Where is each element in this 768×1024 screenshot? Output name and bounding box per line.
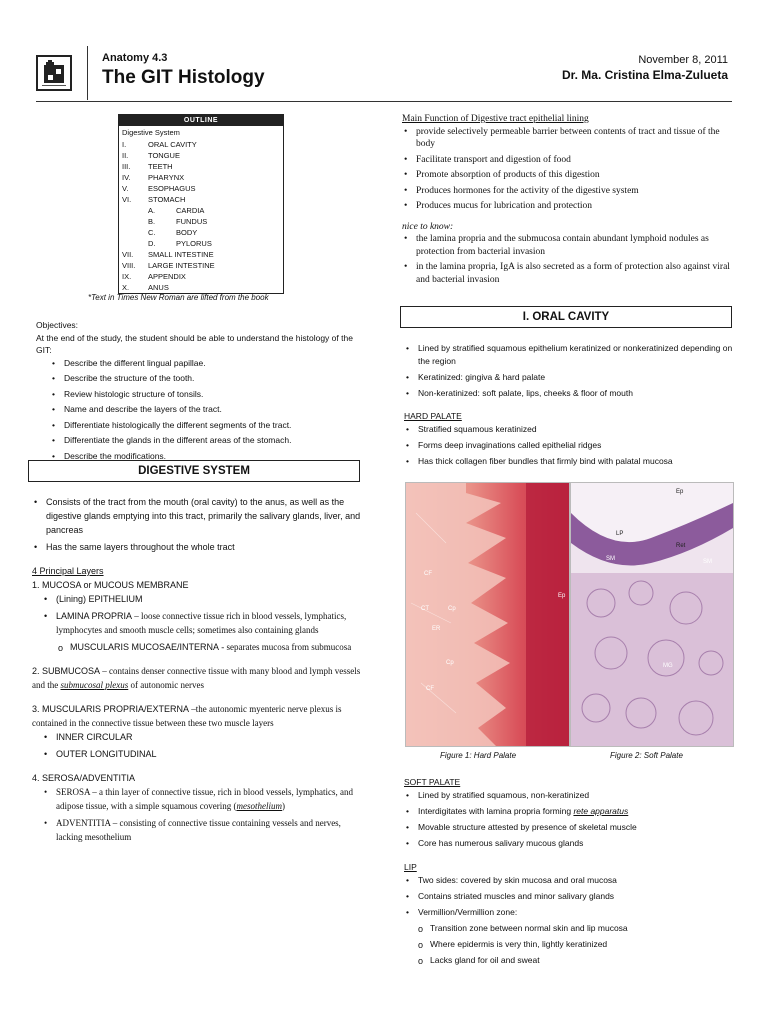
list-item: • Contains striated muscles and minor salivary glands [404,890,736,903]
outline-heading: OUTLINE [119,115,283,126]
digestive-bullets [32,495,368,554]
outline-item [119,194,283,205]
header-rule [36,101,732,102]
list-item [56,640,368,654]
outline-item [119,205,283,216]
outline-item [119,271,283,282]
outline-item [119,216,283,227]
list-item: • INNER CIRCULAR [42,730,368,744]
outline-item-label: STOMACH [148,195,186,204]
fig1-label: CF [426,686,434,692]
outline-item-label: TEETH [148,162,173,171]
outline-item-label: TONGUE [148,151,180,160]
outline-item-label: ORAL CAVITY [148,140,197,149]
fig1-label: Cp [446,660,454,666]
outline-item-number: VII. [122,250,134,259]
page-title: The GIT Histology [102,67,265,88]
soft-palate-lip-section [404,776,736,970]
objective-item: • Describe the different lingual papillae. [50,357,366,370]
function-item: • Produces mucus for lubrication and protection [402,200,732,213]
function-item: • Produces hormones for the activity of the digestive system [402,185,732,198]
logo-emblem-icon [38,57,70,89]
lip-bullets [404,874,736,919]
outline-list [119,139,283,293]
outline-item-number: A. [148,206,156,215]
objective-item: • Differentiate histologically the different segments of the tract. [50,419,366,432]
list-item: • Core has numerous salivary mucous glands [404,837,736,850]
objectives-list [36,357,366,463]
lip-heading: LIP [404,862,417,872]
outline-item [119,282,283,293]
outline-item-number: V. [122,184,129,193]
oral-cavity-body [404,342,736,471]
list-item [42,609,368,637]
muscularis-mucosae-label: MUSCULARIS MUCOSAE/INTERNA [70,642,220,652]
layer-3 [32,702,368,730]
list-item: • ADVENTITIA – consisting of connective tissue containing vessels and nerves, lacking mesothelium [42,816,368,844]
outline-item-number: II. [122,151,129,160]
fig2-label: LP [616,531,624,537]
outline-item-label: FUNDUS [176,217,208,226]
fig2-label: SM [606,556,615,562]
serosa-text: SEROSA – a thin layer of connective tissue, rich in blood vessels, lymphatics, and adipose tissue, with a simple squamous covering ( [56,787,353,811]
function-item: • Facilitate transport and digestion of food [402,154,732,167]
outline-item [119,227,283,238]
outline-item-label: APPENDIX [148,272,186,281]
vermillion-sub-bullets [404,922,736,967]
outline-box [118,114,284,294]
layers-heading: 4 Principal Layers [32,566,104,576]
outline-intro: Digestive System [122,128,180,137]
soft-palate-micrograph [571,483,733,746]
nice-to-know-heading: nice to know: [402,221,454,232]
outline-item-number: III. [122,162,131,171]
fig2-label: Ret [676,543,686,549]
rete-apparatus-term: rete apparatus [573,806,629,816]
functions-list [402,126,732,213]
outline-item [119,260,283,271]
objective-item: • Describe the structure of the tooth. [50,372,366,385]
layer-2 [32,664,368,692]
outline-item-label: CARDIA [176,206,205,215]
digestive-body [32,495,368,847]
institution-logo [36,55,72,91]
fig1-label: Ep [558,593,566,599]
fig1-label: Cp [448,606,456,612]
list-item [404,805,736,818]
nice-to-know-item: • the lamina propria and the submucosa contain abundant lymphoid nodules as protection from bacterial invasion [402,233,732,258]
list-item: • Has thick collagen fiber bundles that firmly bind with palatal mucosa [404,455,736,468]
lamina-propria-text: – loose connective tissue rich in blood vessels, lymphatics, lymphocytes and smooth muscle cells; sometimes also containing glands [56,611,347,635]
outline-item-label: PHARYNX [148,173,185,182]
list-item: • Stratified squamous keratinized [404,423,736,436]
objectives-section [36,319,366,465]
outline-item-label: PYLORUS [176,239,212,248]
outline-item-label: ESOPHAGUS [148,184,196,193]
rete-text: Interdigitates with lamina propria forming [418,806,574,816]
figure-1-caption: Figure 1: Hard Palate [440,751,517,760]
submucosal-plexus-term: submucosal plexus [60,680,129,690]
digestive-system-heading: DIGESTIVE SYSTEM [28,460,360,482]
outline-item-number: B. [148,217,156,226]
muscularis-mucosae-text: - separates mucosa from submucosa [219,642,352,652]
outline-item [119,150,283,161]
list-item: • Consists of the tract from the mouth (oral cavity) to the anus, as well as the digestive glands emptying into this tract, primarily the salivary glands, liver, and pancreas [32,495,368,537]
outline-item-number: I. [122,140,127,149]
serosa-text-end: ) [281,801,285,811]
mesothelium-term: mesothelium [236,801,282,811]
submucosa-label: 2. SUBMUCOSA [32,666,101,676]
list-item: o Lacks gland for oil and sweat [416,954,736,967]
submucosa-text-end: of autonomic nerves [128,680,204,690]
list-item: • Vermillion/Vermillion zone: [404,906,736,919]
list-item: • Has the same layers throughout the whole tract [32,540,368,554]
objectives-heading: Objectives: [36,320,79,330]
outline-item-label: ANUS [148,283,169,292]
figure-soft-palate [570,482,734,747]
outline-item-label: SMALL INTESTINE [148,250,214,259]
function-item: • Promote absorption of products of this digestion [402,169,732,182]
course-code: Anatomy 4.3 [102,52,168,64]
list-item: • (Lining) EPITHELIUM [42,592,368,606]
soft-palate-heading: SOFT PALATE [404,777,461,787]
lamina-propria-label: LAMINA PROPRIA [56,611,133,621]
figure-2-caption: Figure 2: Soft Palate [610,751,683,760]
outline-item-number: IX. [122,272,132,281]
muscularis-propria-text: –the autonomic myenteric nerve plexus is contained in the connective tissue between these two muscle layers [32,704,342,728]
header-divider [87,46,88,100]
source-note: *Text in Times New Roman are lifted from the book [88,293,269,302]
outline-item [119,249,283,260]
outline-item [119,172,283,183]
list-item: • Lined by stratified squamous, non-keratinized [404,789,736,802]
fig1-label: CT [421,606,429,612]
functions-section [402,113,732,289]
fig2-label: Ep [676,489,684,495]
fig2-label: SM [703,559,712,565]
hard-palate-heading: HARD PALATE [404,411,462,421]
objective-item: • Review histologic structure of tonsils. [50,388,366,401]
outline-item-number: IV. [122,173,131,182]
outline-item-number: VIII. [122,261,136,270]
lecture-date: November 8, 2011 [638,54,728,66]
outline-item [119,183,283,194]
objective-item: • Differentiate the glands in the different areas of the stomach. [50,434,366,447]
outline-item-number: VI. [122,195,132,204]
muscularis-propria-label: 3. MUSCULARIS PROPRIA/EXTERNA [32,704,190,714]
list-item: • Non-keratinized: soft palate, lips, cheeks & floor of mouth [404,387,736,400]
outline-item-number: C. [148,228,156,237]
hard-palate-bullets [404,423,736,468]
nice-to-know-list [402,233,732,286]
fig1-label: ER [432,626,441,632]
hard-palate-micrograph [406,483,569,746]
list-item: • Movable structure attested by presence of skeletal muscle [404,821,736,834]
list-item: • OUTER LONGITUDINAL [42,747,368,761]
list-item: • Lined by stratified squamous epithelium keratinized or nonkeratinized depending on the region [404,342,736,368]
oral-cavity-bullets [404,342,736,400]
outline-item-label: BODY [176,228,198,237]
list-item: • Forms deep invaginations called epithelial ridges [404,439,736,452]
lecturer-name: Dr. Ma. Cristina Elma-Zulueta [561,68,728,82]
list-item: • Two sides: covered by skin mucosa and oral mucosa [404,874,736,887]
outline-item [119,139,283,150]
list-item [42,785,368,813]
function-item: • provide selectively permeable barrier between contents of tract and tissue of the body [402,126,732,151]
outline-item [119,161,283,172]
fig1-label: CF [424,571,432,577]
nice-to-know-item: • in the lamina propria, IgA is also secreted as a form of protection also against viral and bacterial invasion [402,261,732,286]
outline-item-number: X. [122,283,130,292]
layer-4-title: 4. SEROSA/ADVENTITIA [32,773,136,783]
functions-heading: Main Function of Digestive tract epithelial lining [402,114,589,124]
list-item: o Where epidermis is very thin, lightly keratinized [416,938,736,951]
list-item: o Transition zone between normal skin and lip mucosa [416,922,736,935]
fig2-label: MG [663,663,673,669]
submucosa-text: – contains denser connective tissue with many blood and lymph vessels and the [32,666,361,690]
outline-item-label: LARGE INTESTINE [148,261,215,270]
outline-item [119,238,283,249]
layer-1-title: 1. MUCOSA or MUCOUS MEMBRANE [32,580,189,590]
objectives-intro: At the end of the study, the student should be able to understand the histology of the GIT: [36,332,353,355]
soft-palate-bullets [404,789,736,850]
list-item: • Keratinized: gingiva & hard palate [404,371,736,384]
figure-hard-palate [405,482,570,747]
objective-item: • Name and describe the layers of the tract. [50,403,366,416]
outline-item-number: D. [148,239,156,248]
oral-cavity-heading: I. ORAL CAVITY [400,306,732,328]
objective-item: • Describe the modifications. [50,450,366,463]
